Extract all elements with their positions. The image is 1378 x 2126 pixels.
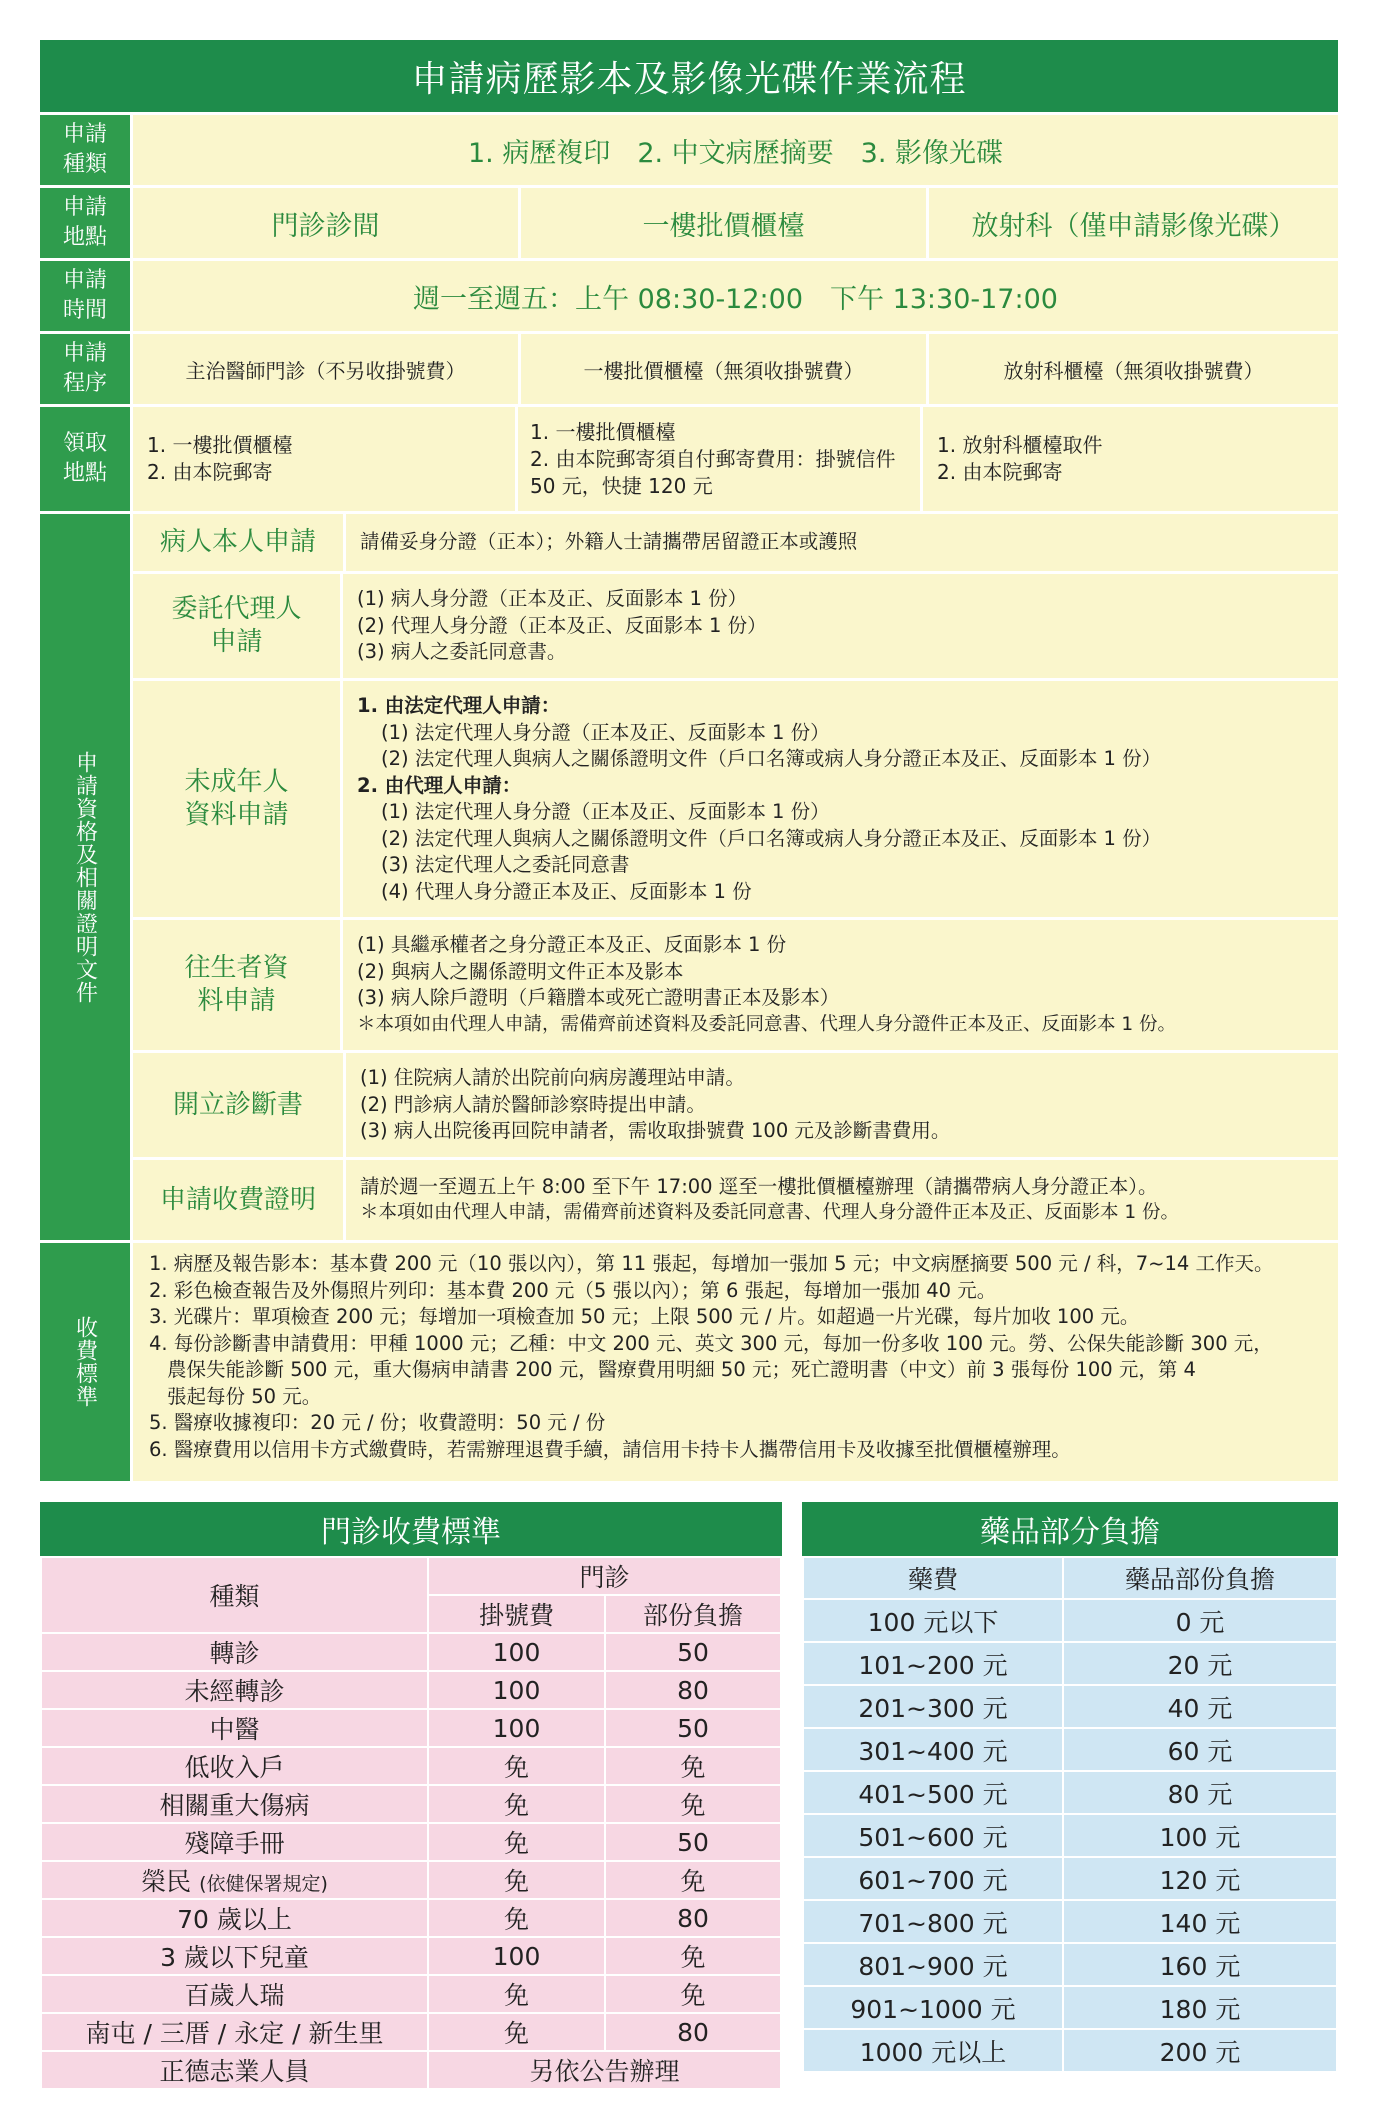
- table-row: 殘障手冊 免 50: [41, 1823, 781, 1861]
- header-clinic: 門診: [428, 1557, 781, 1595]
- table-row: 501~600 元 100 元: [803, 1814, 1337, 1857]
- pickup-clinic: [130, 407, 515, 511]
- fee-line: 農保失能診斷 500 元，重大傷病申請書 200 元，醫療費用明細 50 元；死亡證明書（中文）前 3 張每份 100 元，第 4: [167, 1358, 1196, 1381]
- pickup-radiology: [920, 407, 1338, 511]
- table-row: 601~700 元 120 元: [803, 1857, 1337, 1900]
- header-drug-fee: 藥費: [803, 1557, 1063, 1599]
- procedure-radiology: 放射科櫃檯（無須收掛號費）: [926, 334, 1338, 404]
- table-row: 100 元以下 0 元: [803, 1599, 1337, 1642]
- qual-item: [130, 678, 1338, 917]
- fee-line: 5. 醫療收據複印：20 元 / 份；收費證明：50 元 / 份: [149, 1411, 606, 1434]
- table-row: 榮民 (依健保署規定) 免 免: [41, 1861, 781, 1899]
- qual-name: 開立診斷書: [130, 1053, 343, 1157]
- table-row: 701~800 元 140 元: [803, 1900, 1337, 1943]
- table-row: 101~200 元 20 元: [803, 1642, 1337, 1685]
- qual-desc: (1) 具繼承權者之身分證正本及正、反面影本 1 份 (2) 與病人之關係證明文件正本及影本 (3) 病人除戶證明（戶籍謄本或死亡證明書正本及影本） ＊本項如由代理人申請，需備齊前述資料及委託同意書、代理人身分證件正本及正、反面影本 1 份。: [340, 920, 1338, 1050]
- row-time: [40, 258, 1338, 331]
- header-type: 種類: [41, 1557, 428, 1633]
- fee-line: 6. 醫療費用以信用卡方式繳費時，若需辦理退費手續，請信用卡持卡人攜帶信用卡及收據至批價櫃檯辦理。: [149, 1437, 1071, 1461]
- table-row: 相關重大傷病 免 免: [41, 1785, 781, 1823]
- table-row: 正德志業人員 另依公告辦理: [41, 2051, 781, 2089]
- pickup-billing-line: 1. 一樓批價櫃檯: [530, 419, 676, 444]
- table-row: 百歲人瑞 免 免: [41, 1975, 781, 2013]
- qual-desc: (1) 病人身分證（正本及正、反面影本 1 份） (2) 代理人身分證（正本及正、反面影本 1 份） (3) 病人之委託同意書。: [340, 574, 1338, 678]
- table-row: 轉診 100 50: [41, 1633, 781, 1671]
- procedure-billing: 一樓批價櫃檯（無須收掛號費）: [518, 334, 926, 404]
- drug-copay-panel: [802, 1502, 1338, 2073]
- table-row: 3 歲以下兒童 100 免: [41, 1937, 781, 1975]
- pickup-billing: [515, 407, 920, 511]
- qualifications-section: [40, 511, 1338, 1240]
- types-value: 1. 病歷複印 2. 中文病歷摘要 3. 影像光碟: [130, 115, 1338, 185]
- row-label-types: 申請種類: [40, 115, 130, 185]
- table-row: 801~900 元 160 元: [803, 1943, 1337, 1986]
- qual-name: 申請收費證明: [130, 1160, 343, 1240]
- table-row: 401~500 元 80 元: [803, 1771, 1337, 1814]
- row-label-procedure: 申請程序: [40, 334, 130, 404]
- qual-item: [130, 571, 1338, 678]
- qual-desc: (1) 住院病人請於出院前向病房護理站申請。 (2) 門診病人請於醫師診察時提出申請。 (3) 病人出院後再回院申請者，需收取掛號費 100 元及診斷書費用。: [343, 1053, 1338, 1157]
- qual-name: 未成年人資料申請: [130, 681, 340, 917]
- fee-line: 4. 每份診斷書申請費用：甲種 1000 元；乙種：中文 200 元、英文 300 元，每加一份多收 100 元。勞、公保失能診斷 300 元，: [149, 1331, 1273, 1355]
- qualifications-label: 申請資格及相關證明文件: [40, 514, 130, 1240]
- row-pickup: [40, 404, 1338, 511]
- pickup-billing-line: 2. 由本院郵寄須自付郵寄費用：掛號信件 50 元，快捷 120 元: [530, 446, 896, 498]
- table-row: 901~1000 元 180 元: [803, 1986, 1337, 2029]
- location-radiology: 放射科（僅申請影像光碟）: [926, 188, 1338, 258]
- drug-copay-table: [802, 1556, 1338, 2073]
- table-row: 201~300 元 40 元: [803, 1685, 1337, 1728]
- table-row: 1000 元以上 200 元: [803, 2029, 1337, 2072]
- pickup-clinic-line: 1. 一樓批價櫃檯: [147, 433, 293, 457]
- table-header-row: [803, 1557, 1337, 1599]
- row-types: [40, 112, 1338, 185]
- clinic-fee-title: 門診收費標準: [40, 1502, 782, 1556]
- row-label-time: 申請時間: [40, 261, 130, 331]
- fee-line: 張起每份 50 元。: [167, 1384, 322, 1408]
- qual-name: 委託代理人申請: [130, 574, 340, 678]
- fee-line: 3. 光碟片：單項檢查 200 元；每增加一項檢查加 50 元；上限 500 元 / 片。如超過一片光碟，每片加收 100 元。: [149, 1305, 1140, 1328]
- row-procedure: [40, 331, 1338, 404]
- table-row: 70 歲以上 免 80: [41, 1899, 781, 1937]
- row-label-pickup: 領取地點: [40, 407, 130, 511]
- procedure-clinic: 主治醫師門診（不另收掛號費）: [130, 334, 518, 404]
- main-flow-panel: [40, 40, 1338, 1481]
- location-clinic: 門診診間: [130, 188, 518, 258]
- row-label-locations: 申請地點: [40, 188, 130, 258]
- page-title: 申請病歷影本及影像光碟作業流程: [40, 40, 1338, 112]
- header-registration: 掛號費: [428, 1595, 605, 1633]
- qual-desc: 請備妥身分證（正本）；外籍人士請攜帶居留證正本或護照: [343, 514, 1338, 571]
- table-row: 301~400 元 60 元: [803, 1728, 1337, 1771]
- pickup-clinic-line: 2. 由本院郵寄: [147, 460, 273, 484]
- pickup-radiology-line: 2. 由本院郵寄: [937, 460, 1063, 484]
- qual-item: [130, 1050, 1338, 1157]
- qual-name: 病人本人申請: [130, 514, 343, 571]
- qual-item: [130, 1157, 1338, 1240]
- clinic-fee-panel: [40, 1502, 782, 2090]
- table-row: 南屯 / 三厝 / 永定 / 新生里 免 80: [41, 2013, 781, 2051]
- fees-list: [130, 1243, 1338, 1481]
- qual-item: [130, 917, 1338, 1050]
- header-copay: 部份負擔: [605, 1595, 781, 1633]
- qual-desc: 請於週一至週五上午 8:00 至下午 17:00 逕至一樓批價櫃檯辦理（請攜帶病人身分證正本）。 ＊本項如由代理人申請，需備齊前述資料及委託同意書、代理人身分證件正本及正、反面影本 1 份。: [343, 1160, 1338, 1240]
- qual-desc: 1. 由法定代理人申請： (1) 法定代理人身分證（正本及正、反面影本 1 份） (2) 法定代理人與病人之關係證明文件（戶口名簿或病人身分證正本及正、反面影本 1 份） 2. 由代理人申請： (1) 法定代理人身分證（正本及正、反面影本 1 份） (2) 法定代理人與病人之關係證明文件（戶口名簿或病人身分證正本及正、反面影本 1 份） (3) 法定代理人之委託同意書 (4) 代理人身分證正本及正、反面影本 1 份: [340, 681, 1338, 917]
- fee-line: 1. 病歷及報告影本：基本費 200 元（10 張以內），第 11 張起，每增加一張加 5 元；中文病歷摘要 500 元 / 科，7~14 工作天。: [149, 1252, 1274, 1275]
- fees-section: [40, 1240, 1338, 1481]
- table-row: 未經轉診 100 80: [41, 1671, 781, 1709]
- table-header-row: [41, 1557, 781, 1595]
- qualifications-list: [130, 511, 1338, 1240]
- clinic-fee-table: [40, 1556, 782, 2090]
- location-billing: 一樓批價櫃檯: [518, 188, 926, 258]
- header-drug-copay: 藥品部份負擔: [1063, 1557, 1337, 1599]
- drug-copay-title: 藥品部分負擔: [802, 1502, 1338, 1556]
- qual-item: [130, 511, 1338, 571]
- table-row: 低收入戶 免 免: [41, 1747, 781, 1785]
- table-row: 中醫 100 50: [41, 1709, 781, 1747]
- time-value: 週一至週五：上午 08:30-12:00 下午 13:30-17:00: [130, 261, 1338, 331]
- fee-line: 2. 彩色檢查報告及外傷照片列印：基本費 200 元（5 張以內）；第 6 張起，每增加一張加 40 元。: [149, 1278, 997, 1302]
- fees-label: 收費標準: [40, 1243, 130, 1481]
- pickup-radiology-line: 1. 放射科櫃檯取件: [937, 433, 1103, 457]
- qual-name: 往生者資料申請: [130, 920, 340, 1050]
- row-locations: [40, 185, 1338, 258]
